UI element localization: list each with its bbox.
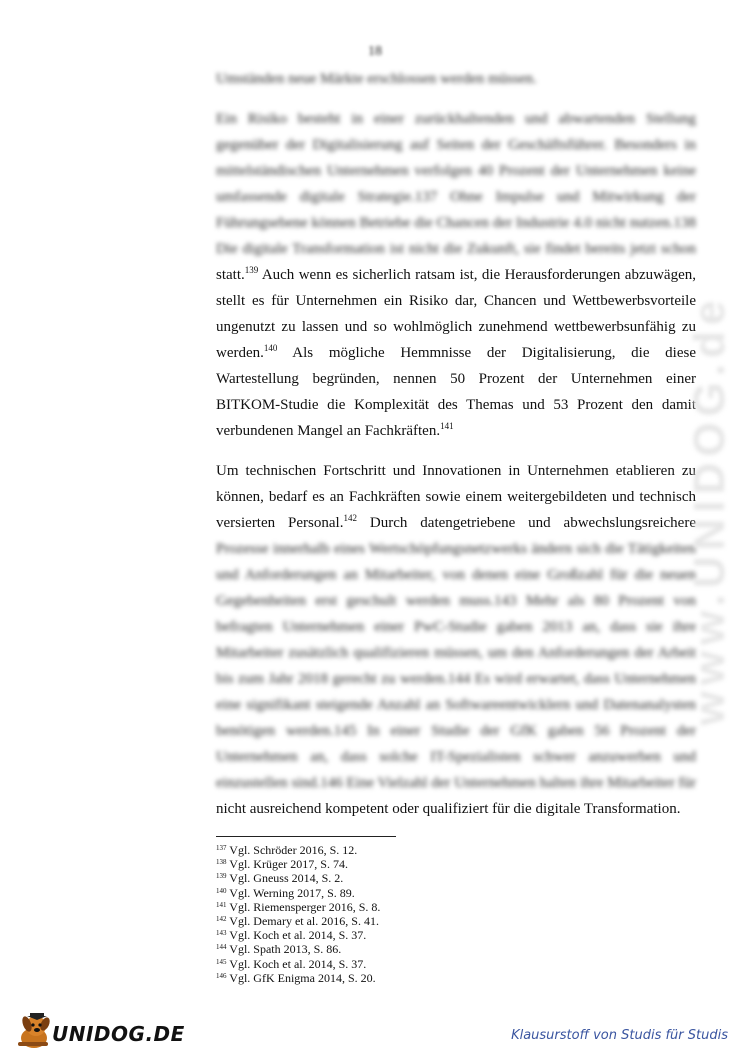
text-line: können, bedarf es an Fachkräften sowie einem weitergebildeten und technisch bbox=[216, 489, 696, 505]
footnote-text: Vgl. GfK Enigma 2014, S. 20. bbox=[229, 970, 376, 985]
page-number: 18 bbox=[368, 44, 382, 59]
footnote bbox=[216, 914, 616, 928]
footnote-number: 140 bbox=[216, 886, 227, 895]
paragraph bbox=[216, 66, 696, 92]
text-line: Umständen neue Märkte erschlossen werden müssen. bbox=[216, 71, 537, 87]
footnote-number: 138 bbox=[216, 858, 227, 867]
text-line: Ein Risiko besteht in einer zurückhaltenden und abwartenden Stellung bbox=[216, 111, 696, 127]
text-line: werden.$^{140}$ Als mögliche Hemmnisse der Digitalisierung, die diese bbox=[216, 343, 696, 361]
text-line: nicht ausreichend kompetent oder qualifiziert für die digitale Transformation. bbox=[216, 801, 681, 817]
footer-logo[interactable] bbox=[14, 1012, 185, 1052]
footnotes-list bbox=[216, 843, 616, 985]
text-line: Unternehmen an, dass solche IT-Spezialisten schwer anzuwerben und bbox=[216, 749, 696, 765]
text-line: versierten Personal.$^{142}$ Durch datengetriebene und abwechslungsreichere bbox=[216, 513, 696, 531]
footnote-number: 146 bbox=[216, 971, 227, 980]
text-line: Um technischen Fortschritt und Innovationen in Unternehmen etablieren zu bbox=[216, 463, 696, 479]
footnote-text: Vgl. Riemensperger 2016, S. 8. bbox=[229, 899, 381, 914]
text-line: mittelständischen Unternehmen verfolgen 40 Prozent der Unternehmen keine bbox=[216, 163, 696, 179]
paragraph bbox=[216, 106, 696, 444]
footnote bbox=[216, 843, 616, 857]
footer-tagline: Klausurstoff von Studis für Studis bbox=[511, 1028, 728, 1043]
footnote-text: Vgl. Spath 2013, S. 86. bbox=[229, 942, 342, 957]
text-line: einzustellen sind.146 Eine Vielzahl der Unternehmen halten ihre Mitarbeiter für bbox=[216, 775, 696, 791]
footnote bbox=[216, 942, 616, 956]
footnote-number: 141 bbox=[216, 900, 227, 909]
text-line: Führungsebene können Betriebe die Chancen der Industrie 4.0 nicht nutzen.138 bbox=[216, 215, 696, 231]
text-line: eine signifikant steigende Anzahl an Softwareentwicklern und Datenanalysten bbox=[216, 697, 696, 713]
text-line: stellt es für Unternehmen ein Risiko dar, Chancen und Wettbewerbsvorteile bbox=[216, 293, 696, 309]
footnote-text: Vgl. Demary et al. 2016, S. 41. bbox=[229, 914, 379, 929]
text-line: und Anforderungen an Mitarbeiter, von denen eine Großzahl für die neuen bbox=[216, 567, 696, 583]
footnote-number: 142 bbox=[216, 915, 227, 924]
text-line: Mitarbeiter zusätzlich qualifizieren müssen, um den Anforderungen der Arbeit bbox=[216, 645, 696, 661]
footnote bbox=[216, 886, 616, 900]
footnote-number: 145 bbox=[216, 957, 227, 966]
watermark-text: www.UNIDOG.de bbox=[685, 294, 734, 726]
text-line: statt.$^{139}$ Auch wenn es sicherlich ratsam ist, die Herausforderungen abzuwägen, bbox=[216, 265, 696, 283]
text-line: Gegebenheiten erst geschult werden muss.143 Mehr als 80 Prozent von bbox=[216, 593, 696, 609]
text-line: benötigen werden.145 In einer Studie der GfK gaben 56 Prozent der bbox=[216, 723, 696, 739]
footnote-number: 137 bbox=[216, 844, 227, 852]
text-line: verbundenen Mangel an Fachkräften.$^{141}$ bbox=[216, 421, 454, 439]
footnote-text: Vgl. Koch et al. 2014, S. 37. bbox=[229, 956, 367, 971]
footnote-text: Vgl. Krüger 2017, S. 74. bbox=[229, 857, 348, 872]
paragraph bbox=[216, 458, 696, 822]
text-line: Prozesse innerhalb eines Wertschöpfungsnetzwerks ändern sich die Tätigkeiten bbox=[216, 541, 696, 557]
footnote-text: Vgl. Gneuss 2014, S. 2. bbox=[229, 871, 344, 886]
text-line: gegenüber der Digitalisierung auf Seiten der Geschäftsführer. Besonders in bbox=[216, 137, 696, 153]
text-line: ungenutzt zu lassen und so wohlmöglich zunehmend wettbewerbsunfähig zu bbox=[216, 319, 696, 335]
footnote-text: Vgl. Koch et al. 2014, S. 37. bbox=[229, 928, 367, 943]
text-line: Wartestellung begründen, nennen 50 Prozent der Unternehmen einer bbox=[216, 371, 696, 387]
footnote bbox=[216, 871, 616, 885]
text-line: BITKOM-Studie die Komplexität des Themas und 53 Prozent den damit bbox=[216, 397, 696, 413]
text-line: Die digitale Transformation ist nicht die Zukunft, sie findet bereits jetzt schon bbox=[216, 241, 696, 257]
logo-text: UNIDOG.DE bbox=[52, 1022, 185, 1046]
text-line: befragten Unternehmen einer PwC-Studie gaben 2013 an, dass sie ihre bbox=[216, 619, 696, 635]
footnote-number: 144 bbox=[216, 943, 227, 952]
footnote bbox=[216, 900, 616, 914]
footnote-number: 139 bbox=[216, 872, 227, 881]
footnote bbox=[216, 971, 616, 985]
footnote bbox=[216, 957, 616, 971]
text-line: umfassende digitale Strategie.137 Ohne Impulse und Mitwirkung der bbox=[216, 189, 696, 205]
footnote bbox=[216, 857, 616, 871]
footnote-divider bbox=[216, 836, 396, 837]
footnote-text: Vgl. Werning 2017, S. 89. bbox=[229, 885, 355, 900]
dog-mascot-icon bbox=[14, 1012, 56, 1052]
watermark bbox=[680, 250, 740, 770]
footnote-number: 143 bbox=[216, 929, 227, 938]
footnote-text: Vgl. Schröder 2016, S. 12. bbox=[229, 843, 358, 857]
text-line: bis zum Jahr 2018 gerecht zu werden.144 Es wird erwartet, dass Unternehmen bbox=[216, 671, 696, 687]
footnote bbox=[216, 928, 616, 942]
